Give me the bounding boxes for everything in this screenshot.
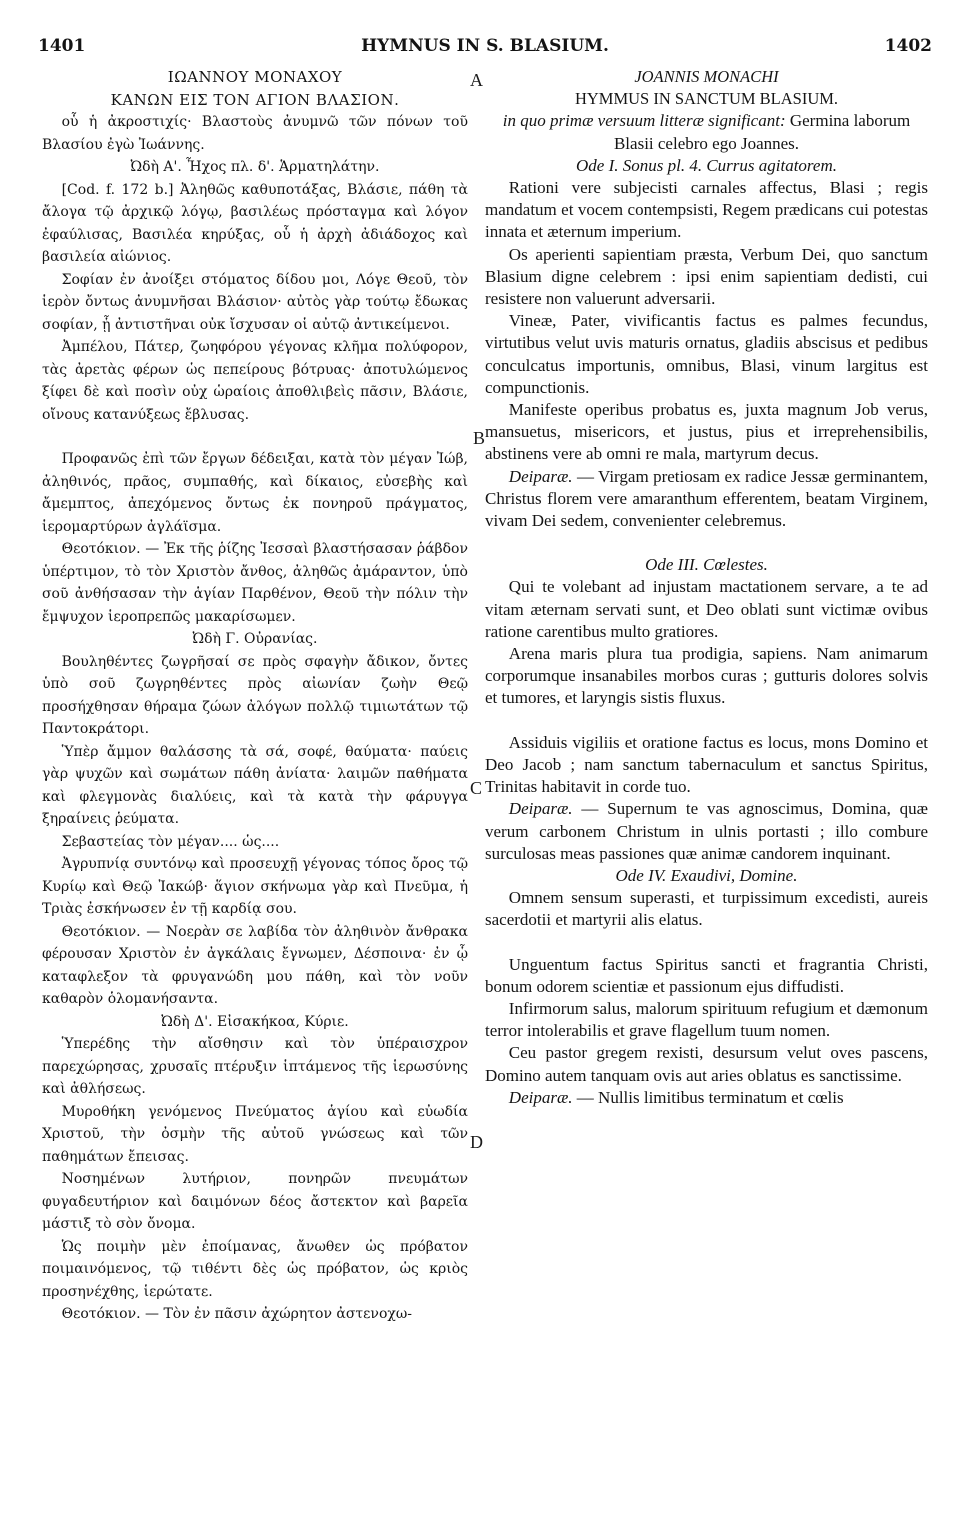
greek-title-canon: ΚΑΝΩΝ ΕΙΣ ΤΟΝ ΑΓΙΟΝ ΒΛΑΣΙΟΝ.: [110, 90, 400, 109]
page-number-left: 1401: [38, 36, 86, 56]
latin-title-hymn: HYMMUS IN SANCTUM BLASIUM.: [574, 89, 839, 109]
latin-paragraph: Manifeste operibus probatus es, juxta magnum Job verus, mansuetus, misericors, et justus, pius et irreprehensibilis, abstinens vere ab omni re mala, martyrum decus.: [485, 400, 928, 464]
latin-paragraph: Unguentum factus Spiritus sancti et fragrantia Christi, bonum odorem scientiæ et passionum ejus diffudisti.: [485, 954, 928, 996]
latin-paragraph: Os aperienti sapientiam præsta, Verbum Dei, quo sanctum Blasium digne celebrem : ipsi enim sapientiam dedisti, cui resistere non valuerunt adversarii.: [485, 244, 928, 309]
latin-deiparae-label: Deiparæ.: [508, 799, 573, 819]
greek-paragraph: Ὑπερέδης τὴν αἴσθησιν καὶ τὸν ὑπέραισχρον παρεχώρησας, χρυσαῖς πτέρυξιν ἱπτάμενος τῆς ἱερωσύνης καὶ ἀθλήσεως.: [42, 1036, 468, 1097]
greek-paragraph: Βουληθέντες ζωγρῆσαί σε πρὸς σφαγὴν ἄδικον, ὄντες ὑπὸ σοῦ ζωγρηθέντες πρὸς αἰωνίαν ζωὴν Θεῷ προσήχθησαν θήραμα ζώων ἀλόγων πολλῷ τιμιωτάτων τῷ Παντοκράτορι.: [42, 653, 468, 737]
latin-theotokion: [485, 466, 928, 533]
greek-rubric: Σεβαστείας τὸν μέγαν.... ὡς....: [61, 833, 280, 850]
latin-paragraph: Rationi vere subjecisti carnales affectus, Blasi ; regis mandatum et vocem contempsisti, Regem prædicans cui potestas innata et æternum imperium.: [485, 178, 928, 242]
greek-title-author: ΙΩΑΝΝΟΥ ΜΟΝΑΧΟΥ: [167, 68, 343, 86]
margin-letter-a: A: [470, 70, 483, 90]
greek-paragraph: Ὑπὲρ ἄμμον θαλάσσης τὰ σά, σοφέ, θαύματα· παύεις γὰρ ψυχῶν καὶ σωμάτων πάθη ἀνίατα· λαιμῶν παθήματα καὶ φλεγμονὰς διαλύεις, καὶ τὰ κατὰ τὴν φάρυγγα ξηραίνεις ῥεύματα.: [42, 743, 468, 827]
latin-paragraph: Vineæ, Pater, vivificantis factus es palmes fecundus, virtutibus velut uvis maturis ornatus, gladiis abscisus et pedibus conculcatus importunis, omnibus, Blasi, vinum largitus est compunctionis.: [485, 311, 928, 397]
margin-letter-d: D: [470, 1132, 483, 1152]
greek-paragraph: Σοφίαν ἐν ἀνοίξει στόματος δίδου μοι, Λόγε Θεοῦ, τὸν ἱερὸν ὄντως ἀνυμνῆσαι Βλάσιον· αὐτὸς γὰρ τούτῳ ἔδωκας σοφίαν, ᾗ ἀντιστῆναι οὐκ ἴσχυσαν οἱ αὐτῷ ἀντικείμενοι.: [42, 271, 468, 333]
latin-theotokion-text: — Nullis limitibus terminatum et cœlis: [572, 1087, 844, 1107]
margin-letter-b: B: [473, 428, 486, 448]
latin-paragraph: Infirmorum salus, malorum spirituum refugium et dæmonum terror intolerabilis et grave flagellum tuum nomen.: [485, 998, 928, 1041]
greek-column: [42, 66, 468, 1516]
greek-ode3-heading: Ὠδὴ Γ. Οὐρανίας.: [192, 631, 318, 647]
latin-title-author: JOANNIS MONACHI: [634, 67, 779, 86]
greek-ode4-heading: Ὠδὴ Δ'. Εἰσακήκοα, Κύριε.: [161, 1013, 349, 1030]
greek-paragraph: [Cod. f. 172 b.] Ἀληθῶς καθυποτάξας, Βλάσιε, πάθη τὰ ἄλογα τῷ ἀρχικῷ λόγῳ, βασιλέως πρόσταγμα καὶ λόγον ἐφαύλισας, Βασιλέα κηρύξας, οὗ ἡ ἀρχὴ ἀδιάδοχος καὶ βασιλεία αἰώνιος.: [42, 181, 468, 265]
greek-theotokion: Θεοτόκιον. — Τὸν ἐν πᾶσιν ἀχώρητον ἀστενοχω-: [61, 1306, 413, 1322]
latin-deiparae-label: Deiparæ.: [508, 466, 573, 486]
greek-paragraph: Προφανῶς ἐπὶ τῶν ἔργων δέδειξαι, κατὰ τὸν μέγαν Ἰώβ, ἀληθινός, πρᾶος, συμπαθής, καὶ δίκαιος, εὐσεβὴς καὶ ἄμεμπτος, ἀπεχόμενος ὄντως ἐκ πονηροῦ πράγματος, ἱερομαρτύρων ἀγλάϊσμα.: [42, 451, 468, 535]
latin-column: [485, 66, 928, 1516]
latin-acrostic: [485, 110, 928, 154]
page-number-right: 1402: [884, 36, 932, 56]
latin-ode3-heading: Ode III. Cœlestes.: [645, 555, 768, 575]
latin-deiparae-label: Deiparæ.: [508, 1087, 573, 1107]
greek-paragraph: Ἀγρυπνίᾳ συντόνῳ καὶ προσευχῇ γέγονας τόπος ὄρος τῷ Κυρίῳ καὶ Θεῷ Ἰακώβ· ἅγιον σκήνωμα γὰρ καὶ Πνεῦμα, ἡ Τριὰς ἐσκήνωσεν ἐν τῇ καρδίᾳ σου.: [42, 856, 468, 917]
latin-theotokion: [485, 1087, 928, 1109]
latin-theotokion-text: — Virgam pretiosam ex radice Jessæ germinantem, Christus florem vere amaranthum efferentem, beatam Virginem, vivam Dei sedem, convenienter celebremus.: [485, 466, 928, 531]
greek-paragraph: Ἀμπέλου, Πάτερ, ζωηφόρου γέγονας κλῆμα πολύφορον, τὰς ἀρετὰς φέρων ὡς πεπείρους βότρυας· ἀποτυλώμενος ξίφει δὲ καὶ ποσὶν οὐχ ὡραίοις ἀποθλιβεὶς πᾶσιν, Βλάσιε, οἴνους κατανύξεως ἔβλυσας.: [42, 339, 468, 423]
greek-theotokion: Θεοτόκιον. — Νοερὰν σε λαβίδα τὸν ἀληθινὸν ἄνθρακα φέρουσαν Χριστὸν ἐν ἀγκάλαις ἔγνωμεν, Δέσποινα· ἐν ᾧ καταφλεξον τὰ φρυγανώδη μου πάθη, καὶ τὸν νοῦν καθαρὸν ὁλομανήσαντα.: [42, 923, 468, 1007]
greek-acrostic: οὗ ἡ ἀκροστιχίς· Βλαστοὺς ἀνυμνῶ τῶν πόνων τοῦ Βλασίου ἐγὼ Ἰωάννης.: [42, 114, 468, 153]
greek-ode1-heading: Ὠδὴ Α'. Ἦχος πλ. δ'. Ἁρματηλάτην.: [130, 159, 380, 175]
greek-paragraph: Μυροθήκη γενόμενος Πνεύματος ἁγίου καὶ εὐωδία Χριστοῦ, τὴν ὀσμὴν τῆς αὐτοῦ γνώσεως καὶ τῶν παθημάτων ἔπεισας.: [42, 1103, 468, 1165]
latin-ode1-heading: Ode I. Sonus pl. 4. Currus agitatorem.: [576, 155, 837, 175]
running-title: HYMNUS IN S. BLASIUM.: [361, 36, 609, 56]
greek-paragraph: Νοσημένων λυτήριον, πονηρῶν πνευμάτων φυγαδευτήριον καὶ δαιμόνων δέος ἄστεκτον καὶ βαρεῖα μάστιξ τὸ σὸν ὄνομα.: [42, 1171, 468, 1232]
latin-paragraph: Omnem sensum superasti, et turpissimum excedisti, aureis sacerdotii et martyrii alis elatus.: [485, 888, 928, 930]
latin-acrostic-text: Germina laborum Blasii celebro ego Joannes.: [613, 111, 911, 153]
latin-theotokion-text: — Supernum te vas agnoscimus, Domina, quæ verum carbonem Christum in ulnis portasti ; illo combure surculosas meas passiones quæ animæ candorem inquinant.: [485, 799, 928, 863]
margin-letter-c: C: [470, 778, 483, 798]
running-header: [38, 36, 932, 62]
latin-paragraph: Ceu pastor gregem rexisti, desursum velut oves pascens, Domino autem tanquam ovis aut aries oblatus es sanctissime.: [485, 1043, 928, 1085]
latin-paragraph: Qui te volebant ad injustam mactationem servare, a te ad vitam æternam servati sunt, et Deo oblati sunt victimæ ovibus ratione carentibus multo gratiores.: [485, 577, 928, 641]
latin-acrostic-lead: in quo primæ versuum litteræ significant:: [502, 111, 786, 131]
greek-paragraph: Ὡς ποιμὴν μὲν ἐποίμανας, ἄνωθεν ὡς πρόβατον ποιμαινόμενος, τῷ τιθέντι δὲς ὡς πρόβατον, ὡς κριὸς προσηνέχθης, ἱερώτατε.: [42, 1238, 468, 1300]
latin-paragraph: Assiduis vigiliis et oratione factus es locus, mons Domino et Deo Jacob ; nam sanctum tabernaculum et sanctus Spiritus, Trinitas habitavit in corde tuo.: [485, 732, 928, 797]
latin-theotokion: [485, 798, 928, 865]
latin-paragraph: Arena maris plura tua prodigia, sapiens. Nam animarum corporumque insanabiles morbos curas ; gutturis dolores solvis et tumores, et laryngis sistis fluxus.: [485, 644, 928, 708]
greek-theotokion: Θεοτόκιον. — Ἐκ τῆς ῥίζης Ἰεσσαὶ βλαστήσασαν ῥάβδον ὑπέρτιμον, τὸ τὸν Χριστὸν ἄνθος, ἀληθῶς ἀμάραντον, ὑπὸ σοῦ ἀνθήσασαν τὴν ἁγίαν Παρθένον, Θεοῦ τὴν πόλιν τὴν ἔμψυχον ἱεροπρεπῶς μακαρίσωμεν.: [42, 541, 468, 625]
latin-ode4-heading: Ode IV. Exaudivi, Domine.: [615, 865, 798, 885]
